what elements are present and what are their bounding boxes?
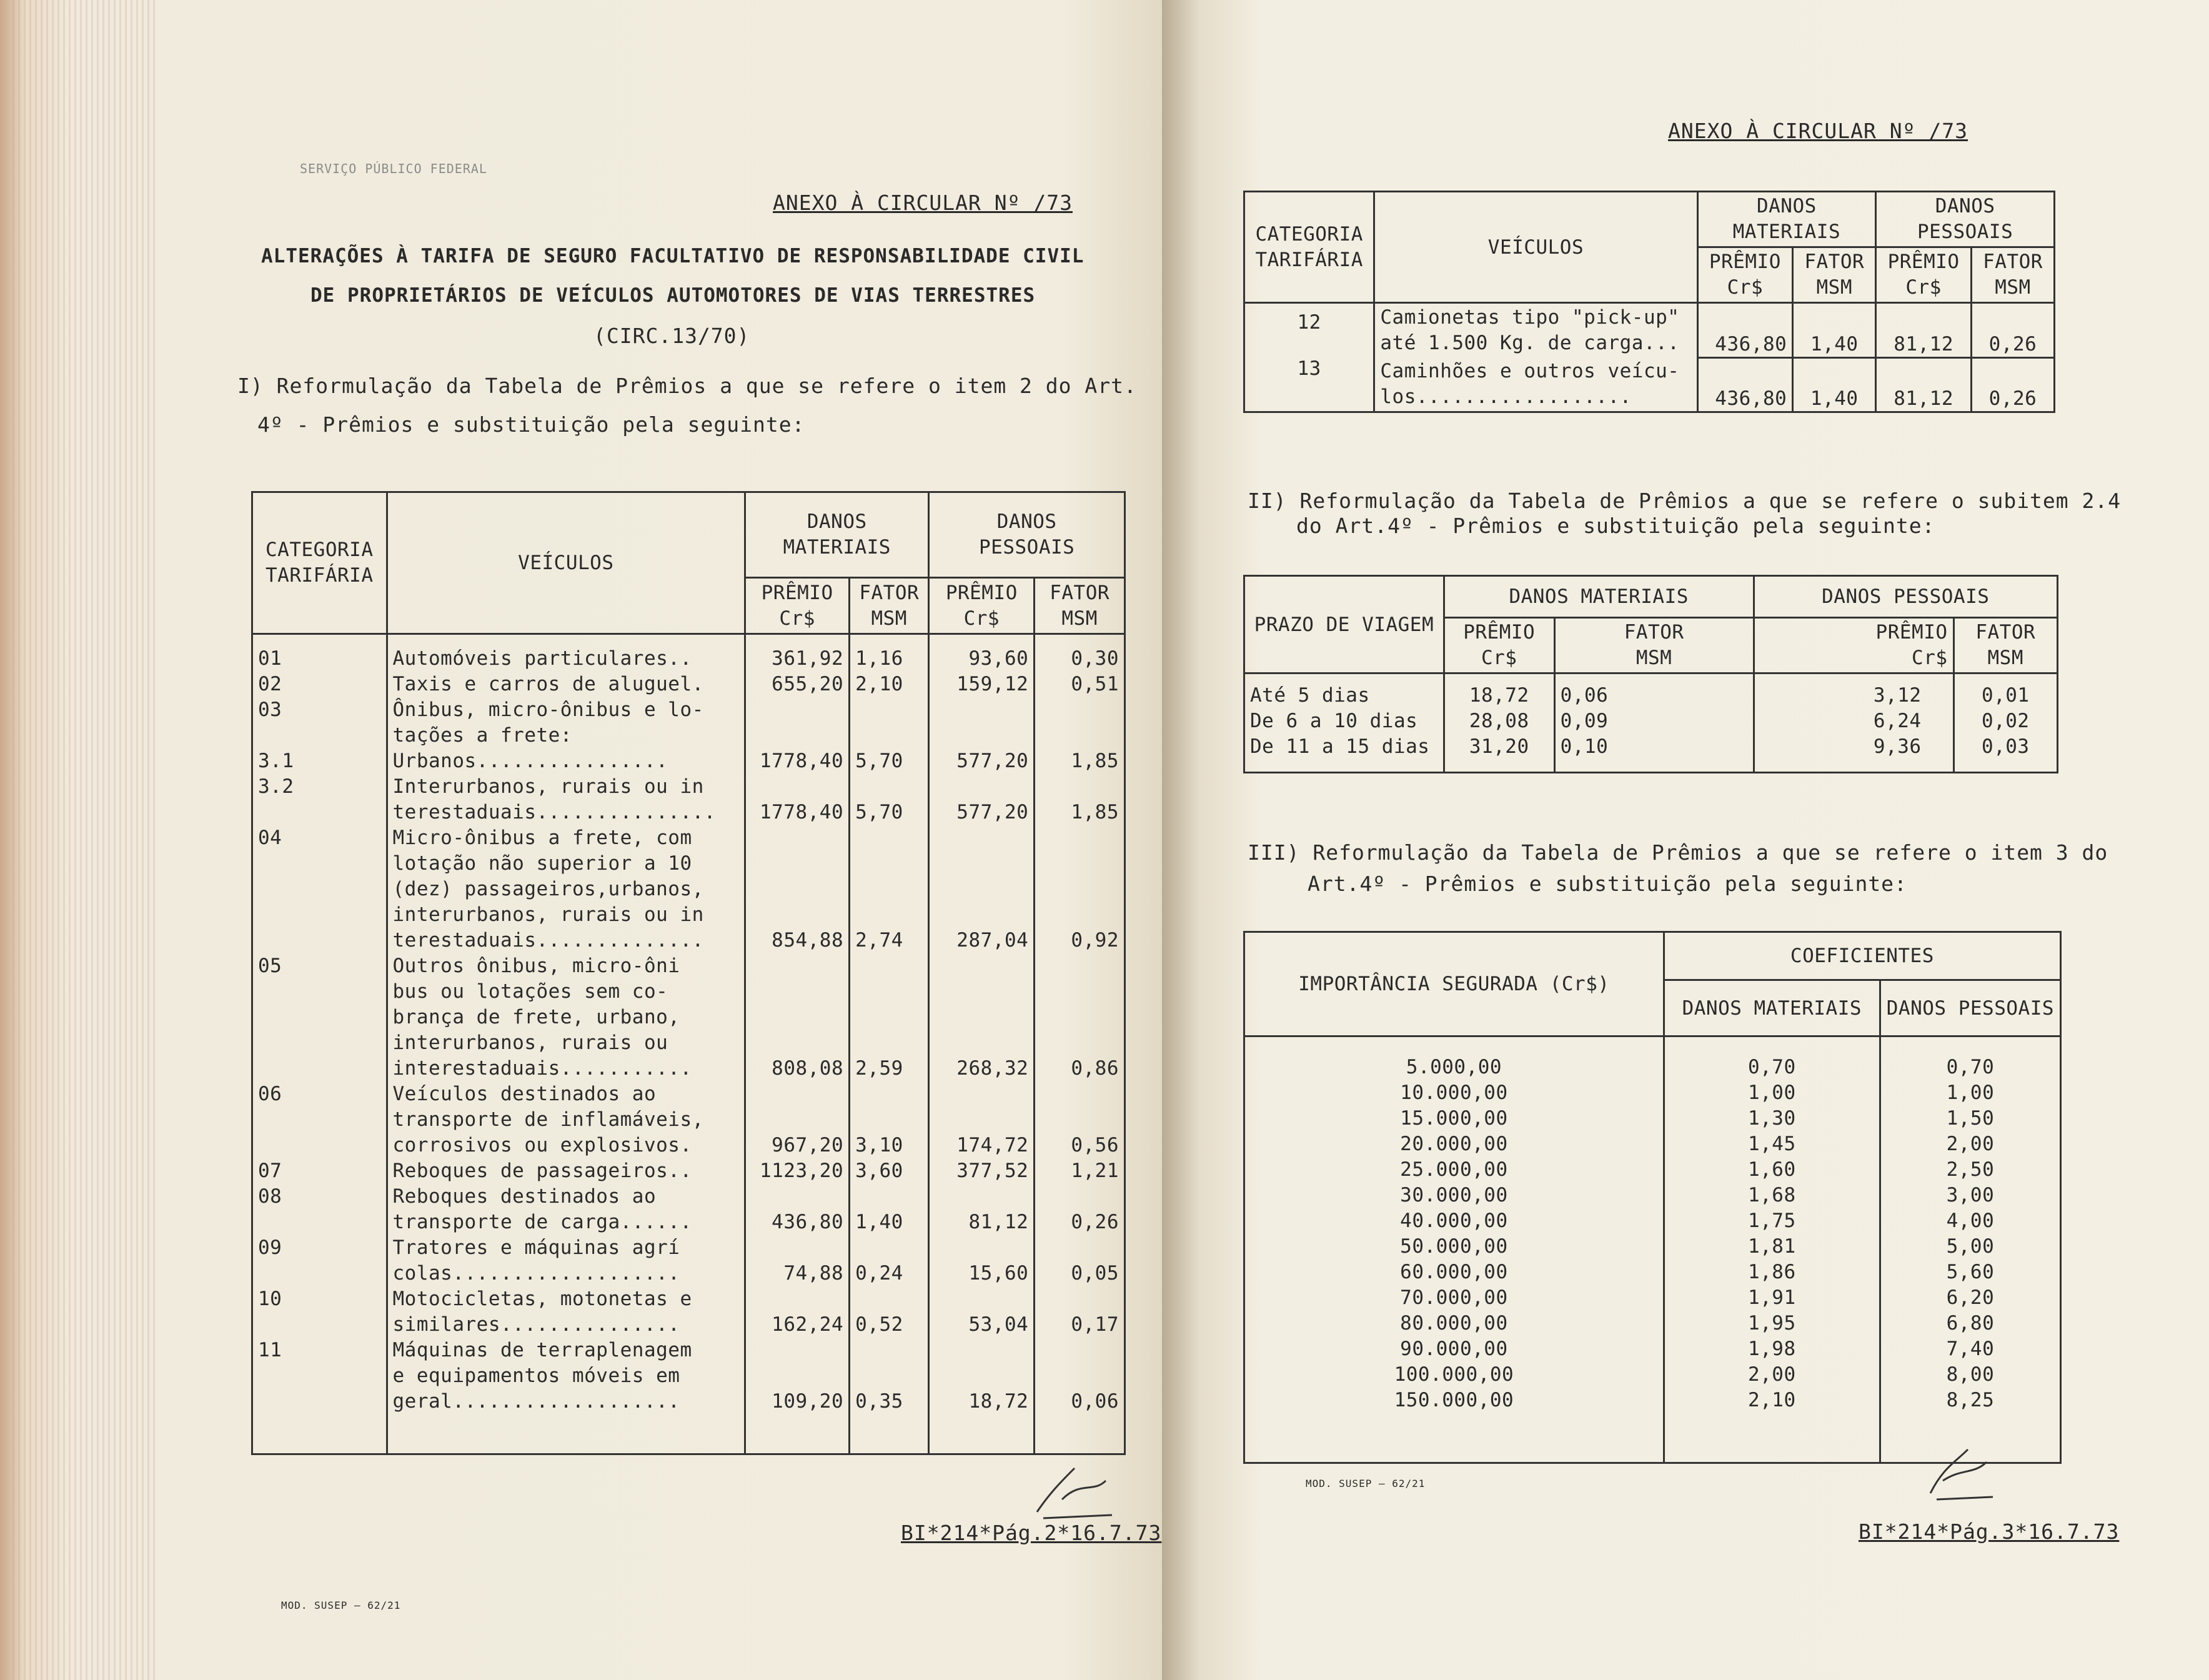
form-model: MOD. SUSEP — 62/21	[1306, 1478, 1426, 1489]
section-3-line-2: Art.4º - Prêmios e substituição pela seguinte:	[1308, 872, 1907, 896]
importancia-column: 5.000,00 10.000,00 15.000,00 20.000,00 25.000,00 30.000,00 40.000,00 50.000,00 60.000,00 70.000,00 80.000,00 90.000,00 100.000,00 150.000,00	[1244, 1036, 1664, 1463]
page-edges	[12, 0, 156, 1680]
header-fator-pessoais: FATOR MSM	[1953, 618, 2057, 673]
section-2-line-2: do Art.4º - Prêmios e substituição pela seguinte:	[1296, 514, 1935, 538]
page-footer: BI*214*Pág.3*16.7.73	[1859, 1519, 2120, 1544]
table-row	[252, 634, 1125, 1454]
section-3-line-1: III) Reformulação da Tabela de Prêmios a que se refere o item 3 do	[1248, 840, 2108, 865]
page-footer: BI*214*Pág.2*16.7.73	[901, 1521, 1162, 1545]
annex-reference: ANEXO À CIRCULAR Nº /73	[1668, 119, 1968, 143]
signature-mark	[1912, 1437, 2005, 1506]
fator-materiais-cell: 1,40	[1793, 357, 1876, 412]
header-premio-pessoais: PRÊMIO Cr$	[1754, 618, 1953, 673]
premio-materiais-column: 361,92 655,20 1778,40 1778,40 854,88 808,08 967,20 1123,20 436,80 74,88 162,24 109,20	[745, 634, 850, 1454]
fator-pessoais-cell: 0,26	[1971, 303, 2054, 358]
fator-pessoais-cell: 0,26	[1971, 357, 2054, 412]
right-page	[1162, 0, 2209, 1680]
premio-pessoais-cell: 81,12	[1876, 357, 1972, 412]
header-danos-materiais: DANOS MATERIAIS	[1697, 192, 1876, 247]
prazo-column: Até 5 dias De 6 a 10 dias De 11 a 15 dias	[1244, 673, 1444, 773]
header-prazo: PRAZO DE VIAGEM	[1244, 576, 1444, 673]
table-row	[1244, 357, 2055, 412]
header-danos-pessoais: DANOS PESSOAIS	[929, 492, 1125, 578]
travel-term-table	[1243, 575, 2058, 773]
header-premio-pessoais: PRÊMIO Cr$	[929, 578, 1035, 634]
header-premio-pessoais: PRÊMIO Cr$	[1876, 247, 1972, 303]
section-1-line-2: 4º - Prêmios e substituição pela seguinte:	[257, 412, 805, 437]
categoria-column: 01 02 03 3.1 3.2 04 05 06 07 08 09 10 11	[252, 634, 387, 1454]
header-fator-materiais: FATOR MSM	[1793, 247, 1876, 303]
header-danos-materiais: DANOS MATERIAIS	[745, 492, 929, 578]
veiculos-cell: Camionetas tipo "pick-up" até 1.500 Kg. de carga...	[1374, 303, 1697, 358]
header-premio-materiais: PRÊMIO Cr$	[1697, 247, 1793, 303]
header-fator-pessoais: FATOR MSM	[1971, 247, 2054, 303]
premio-pessoais-column: 3,12 6,24 9,36	[1754, 673, 1953, 773]
form-model: MOD. SUSEP — 62/21	[281, 1599, 401, 1611]
veiculos-column: Automóveis particulares.. Taxis e carros de aluguel. Ônibus, micro-ônibus e lo- tações a frete: Urbanos................ Interurbanos, rurais ou in terestaduais............... Micro-ônibus a frete, com lotação não superior a 10 (dez) passageiros,urbanos, interurbanos, rurais ou in terestaduais.............. Outros ônibus, micro-ôni bus ou lotações sem co- brança de frete, urbano, interurbanos, rurais ou interestaduais........... Veículos destinados ao transporte de inflamáveis, corrosivos ou explosivos. Reboques de passageiros.. Reboques destinados ao transporte de carga...... Tratores e máquinas agrí colas................... Motocicletas, motonetas e similares............... Máquinas de terraplenagem e equipamentos móveis em geral...................	[387, 634, 745, 1454]
premio-pessoais-column: 93,60 159,12 577,20 577,20 287,04 268,32 174,72 377,52 81,12 15,60 53,04 18,72	[929, 634, 1035, 1454]
header-veiculos: VEÍCULOS	[387, 492, 745, 634]
table-row	[1244, 303, 2055, 358]
title-line-2: DE PROPRIETÁRIOS DE VEÍCULOS AUTOMOTORES DE VIAS TERRESTRES	[310, 284, 1036, 307]
header-categoria: CATEGORIA TARIFÁRIA	[1244, 192, 1374, 303]
premio-pessoais-cell: 81,12	[1876, 303, 1972, 358]
section-2-line-1: II) Reformulação da Tabela de Prêmios a que se refere o subitem 2.4	[1248, 489, 2122, 513]
header-danos-pessoais: DANOS PESSOAIS	[1876, 192, 2055, 247]
premio-materiais-cell: 436,80	[1697, 303, 1793, 358]
header-danos-pessoais: DANOS PESSOAIS	[1754, 576, 2057, 618]
header-premio-materiais: PRÊMIO Cr$	[745, 578, 850, 634]
fator-materiais-cell: 1,40	[1793, 303, 1876, 358]
premio-materiais-cell: 436,80	[1697, 357, 1793, 412]
premio-materiais-column: 18,72 28,08 31,20	[1444, 673, 1554, 773]
table-row	[1244, 1036, 2061, 1463]
header-importancia: IMPORTÂNCIA SEGURADA (Cr$)	[1244, 932, 1664, 1036]
header-danos-materiais: DANOS MATERIAIS	[1444, 576, 1754, 618]
header-fator-pessoais: FATOR MSM	[1035, 578, 1125, 634]
veiculos-cell: Caminhões e outros veícu- los..................	[1374, 357, 1697, 412]
title-line-1: ALTERAÇÕES À TARIFA DE SEGURO FACULTATIVO DE RESPONSABILIDADE CIVIL	[261, 245, 1085, 267]
categoria-cell: 12	[1244, 303, 1374, 358]
premium-table-continued	[1243, 191, 2055, 413]
table-row	[1244, 673, 2058, 773]
fator-pessoais-column: 0,30 0,51 1,85 1,85 0,92 0,86 0,56 1,21 0,26 0,05 0,17 0,06	[1035, 634, 1125, 1454]
fator-pessoais-column: 0,01 0,02 0,03	[1953, 673, 2057, 773]
premium-table	[251, 491, 1126, 1455]
categoria-cell: 13	[1244, 357, 1374, 412]
fator-materiais-column: 1,16 2,10 5,70 5,70 2,74 2,59 3,10 3,60 1,40 0,24 0,52 0,35	[850, 634, 929, 1454]
header-danos-materiais: DANOS MATERIAIS	[1664, 980, 1880, 1036]
title-line-3: (CIRC.13/70)	[593, 324, 750, 348]
fator-materiais-column: 0,06 0,09 0,10	[1554, 673, 1754, 773]
header-danos-pessoais: DANOS PESSOAIS	[1880, 980, 2060, 1036]
header-fator-materiais: FATOR MSM	[850, 578, 929, 634]
coef-materiais-column: 0,70 1,00 1,30 1,45 1,60 1,68 1,75 1,81 1,86 1,91 1,95 1,98 2,00 2,10	[1664, 1036, 1880, 1463]
header-premio-materiais: PRÊMIO Cr$	[1444, 618, 1554, 673]
header-veiculos: VEÍCULOS	[1374, 192, 1697, 303]
annex-reference: ANEXO À CIRCULAR Nº /73	[773, 191, 1073, 215]
coef-pessoais-column: 0,70 1,00 1,50 2,00 2,50 3,00 4,00 5,00 5,60 6,20 6,80 7,40 8,00 8,25	[1880, 1036, 2060, 1463]
signature-mark	[1025, 1456, 1124, 1524]
coefficients-table	[1243, 931, 2062, 1464]
section-1-line-1: I) Reformulação da Tabela de Prêmios a que se refere o item 2 do Art.	[237, 374, 1137, 398]
header-coeficientes: COEFICIENTES	[1664, 932, 2060, 980]
letterhead: SERVIÇO PÚBLICO FEDERAL	[300, 161, 487, 176]
header-fator-materiais: FATOR MSM	[1554, 618, 1754, 673]
header-categoria: CATEGORIA TARIFÁRIA	[252, 492, 387, 634]
